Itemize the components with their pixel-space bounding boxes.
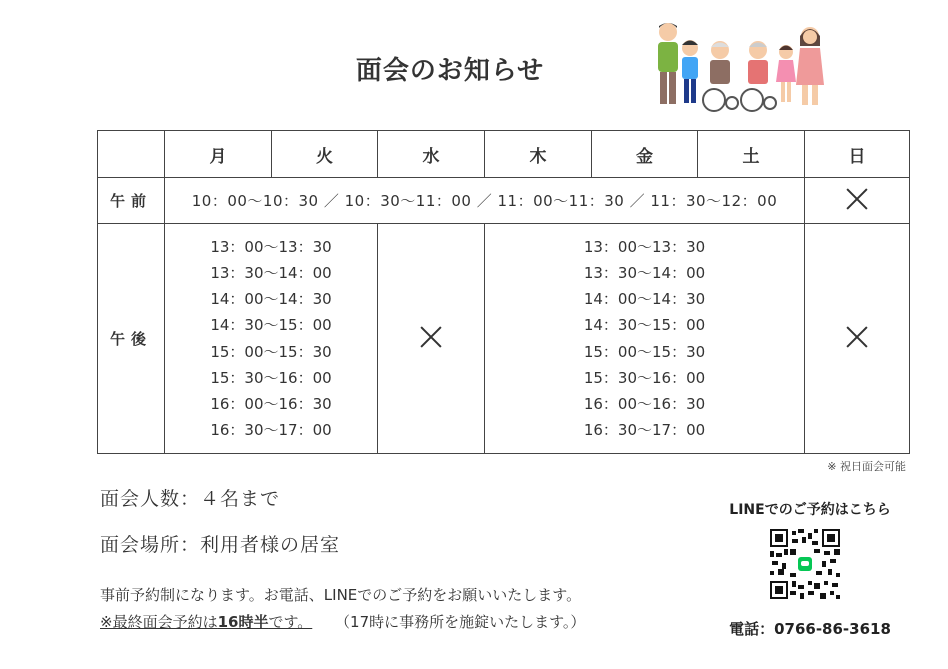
reservation-text: 事前予約制になります。お電話、LINEでのご予約をお願いいたします。 [100, 586, 582, 604]
pm-row [98, 224, 910, 454]
visit-place: 面会場所：利用者様の居室 [100, 534, 341, 556]
page-title: 面会のお知らせ [355, 56, 545, 86]
day-sun: 日 [805, 131, 910, 178]
closing-note: （17時に事務所を施錠いたします。） [335, 613, 586, 631]
pm-slot: 13：00〜13：30 [210, 237, 332, 256]
pm-slot: 16：30〜17：00 [583, 421, 706, 440]
holiday-note: ※ 祝日面会可能 [827, 460, 906, 473]
pm-slot: 16：30〜17：00 [210, 421, 332, 440]
wed-pm-closed [378, 224, 485, 454]
pm-slot: 14：30〜15：00 [583, 316, 706, 335]
pm-slot: 13：00〜13：30 [583, 237, 706, 256]
sun-pm-closed [805, 224, 910, 454]
phone-number: 電話：0766-86-3618 [729, 620, 891, 638]
pm-slots-mon-tue [165, 224, 378, 454]
last-prefix: ※最終面会予約は [100, 613, 218, 631]
pm-slot: 14：00〜14：30 [210, 290, 332, 309]
family-illustration [648, 20, 833, 115]
pm-slot: 16：00〜16：30 [210, 394, 332, 413]
line-qr-code[interactable] [770, 529, 840, 599]
visiting-schedule-table [97, 130, 910, 454]
am-row [98, 178, 910, 224]
pm-slot: 13：30〜14：00 [210, 263, 332, 282]
pm-slot: 15：00〜15：30 [583, 342, 706, 361]
am-label: 午前 [98, 178, 165, 224]
pm-slot-list [485, 234, 804, 444]
pm-slot: 14：00〜14：30 [583, 290, 706, 309]
last-suffix: です。 [268, 613, 313, 631]
pm-slot: 14：30〜15：00 [210, 316, 332, 335]
day-wed: 水 [378, 131, 485, 178]
header-row [98, 131, 910, 178]
day-tue: 火 [272, 131, 378, 178]
pm-slot-list [165, 234, 377, 444]
closed-x-icon [846, 188, 868, 210]
pm-label: 午後 [98, 224, 165, 454]
closed-x-icon [846, 326, 868, 348]
sun-am-closed [805, 178, 910, 224]
pm-slot: 13：30〜14：00 [583, 263, 706, 282]
pm-slot: 15：30〜16：00 [210, 368, 332, 387]
day-fri: 金 [592, 131, 698, 178]
day-sat: 土 [698, 131, 805, 178]
last-time: 16時半 [217, 613, 269, 631]
visitor-count: 面会人数：４名まで [100, 488, 281, 510]
line-caption: LINEでのご予約はこちら [729, 502, 891, 518]
last-reservation-line [100, 611, 585, 632]
am-slots: 10：00〜10：30 ／ 10：30〜11：00 ／ 11：00〜11：30 ／ 11：30〜12：00 [165, 178, 805, 224]
day-mon: 月 [165, 131, 272, 178]
pm-slot: 15：00〜15：30 [210, 342, 332, 361]
pm-slot: 15：30〜16：00 [583, 368, 706, 387]
pm-slots-thu-sat [485, 224, 805, 454]
pm-slot: 16：00〜16：30 [583, 394, 706, 413]
day-thu: 木 [485, 131, 592, 178]
closed-x-icon [420, 326, 442, 348]
corner-cell [98, 131, 165, 178]
last-reservation-note [100, 613, 312, 631]
